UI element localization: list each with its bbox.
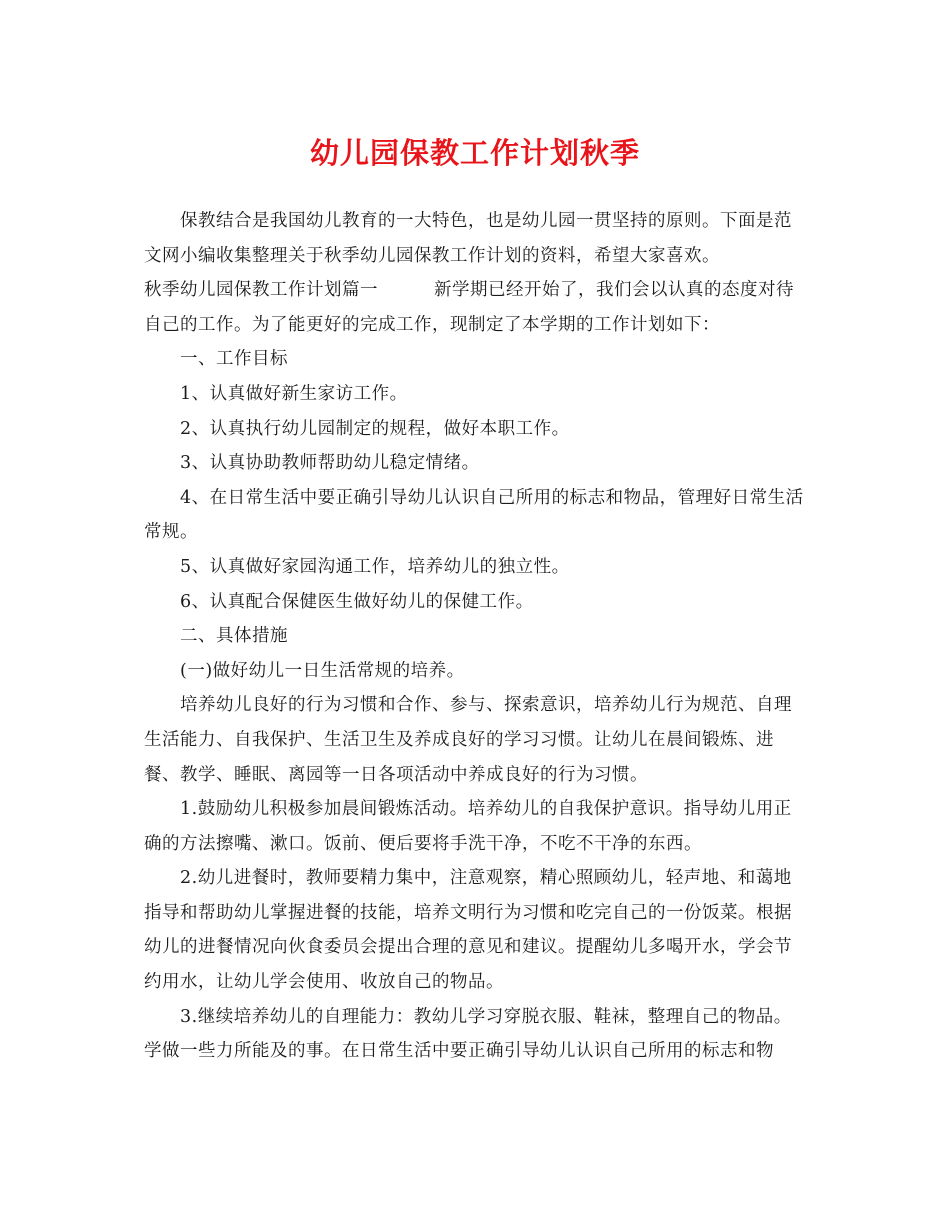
document-body <box>144 204 809 1069</box>
measure-item-3: 3.继续培养幼儿的自理能力：教幼儿学习穿脱衣服、鞋袜，整理自己的物品。学做一些力所能及的事。在日常生活中要正确引导幼儿认识自己所用的标志和物 <box>144 1006 792 1062</box>
section-heading-paragraph <box>144 273 809 342</box>
section-heading: 秋季幼儿园保教工作计划篇一 <box>144 280 378 301</box>
document-title: 幼儿园保教工作计划秋季 <box>309 136 640 170</box>
goal-item-6: 6、认真配合保健医生做好幼儿的保健工作。 <box>180 591 534 612</box>
measure-item-2: 2.幼儿进餐时，教师要精力集中，注意观察，精心照顾幼儿，轻声地、和蔼地指导和帮助幼儿掌握进餐的技能，培养文明行为习惯和吃完自己的一份饭菜。根据幼儿的进餐情况向伙食委员会提出合理的意见和建议。提醒幼儿多喝开水，学会节约用水，让幼儿学会使用、收放自己的物品。 <box>144 868 792 993</box>
goal-item-1: 1、认真做好新生家访工作。 <box>180 383 408 404</box>
goal-item-5: 5、认真做好家园沟通工作，培养幼儿的独立性。 <box>180 556 570 577</box>
goal-item-2: 2、认真执行幼儿园制定的规程，做好本职工作。 <box>180 418 570 439</box>
section-intro-text: 新学期已经开始了，我们会以认真的态度对待自己的工作。为了能更好的完成工作，现制定了本学期的工作计划如下： <box>144 280 794 335</box>
measure-item-1: 1.鼓励幼儿积极参加晨间锻炼活动。培养幼儿的自我保护意识。指导幼儿用正确的方法擦嘴、漱口。饭前、便后要将手洗干净，不吃不干净的东西。 <box>144 799 792 854</box>
body-paragraph: 培养幼儿良好的行为习惯和合作、参与、探索意识，培养幼儿行为规范、自理生活能力、自我保护、生活卫生及养成良好的学习习惯。让幼儿在晨间锻炼、进餐、教学、睡眠、离园等一日各项活动中养成良好的行为习惯。 <box>144 695 792 785</box>
subheading-daily-routine: (一)做好幼儿一日生活常规的培养。 <box>180 660 465 681</box>
heading-measures: 二、具体措施 <box>180 626 288 647</box>
goal-item-3: 3、认真协助教师帮助幼儿稳定情绪。 <box>180 453 480 474</box>
intro-paragraph: 保教结合是我国幼儿教育的一大特色，也是幼儿园一贯坚持的原则。下面是范文网小编收集整理关于秋季幼儿园保教工作计划的资料，希望大家喜欢。 <box>144 211 792 266</box>
goal-item-4: 4、在日常生活中要正确引导幼儿认识自己所用的标志和物品，管理好日常生活常规。 <box>144 487 804 543</box>
heading-goals: 一、工作目标 <box>180 349 288 370</box>
